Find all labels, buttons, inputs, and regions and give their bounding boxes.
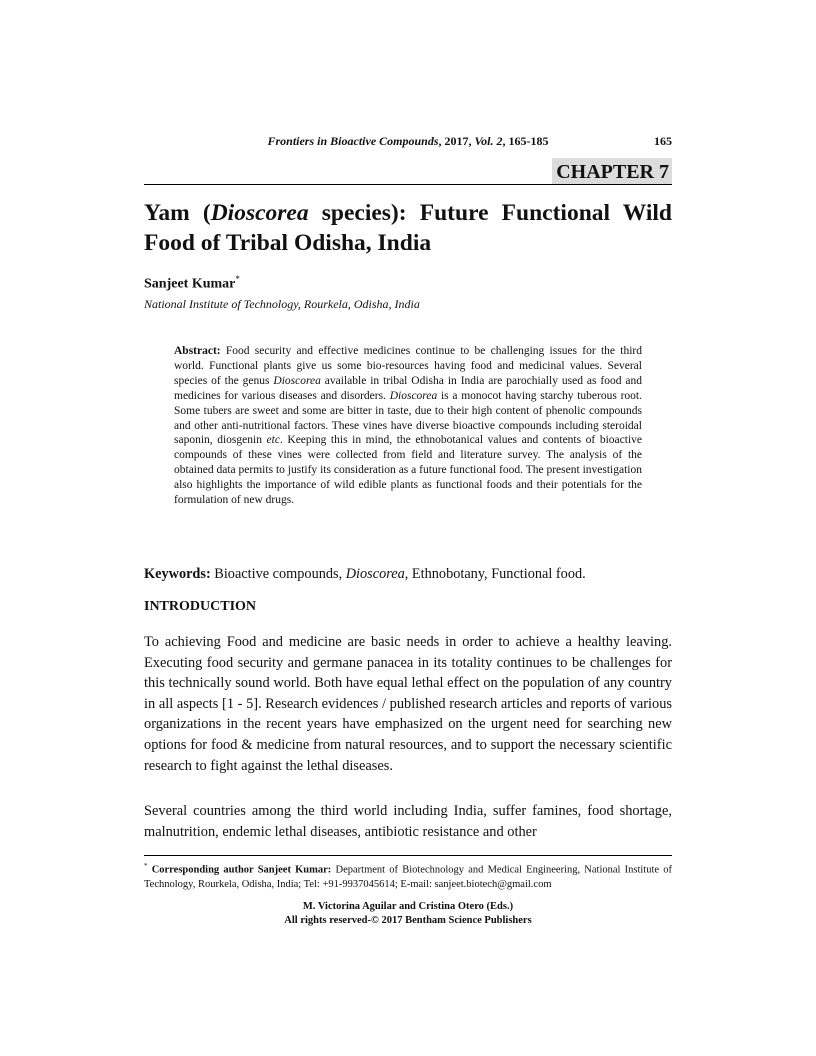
body-paragraph: To achieving Food and medicine are basic needs in order to achieve a healthy leaving. Executing food security and germane panacea in its totality continues to be challenges for this technically sound world. Both have equal lethal effect on the population of any country in all aspects [1 - 5]. Research evidences / published research articles and reports of various organizations in the recent years have emphasized on the urgent need for searching new options for food & medicine from natural resources, and to support the necessary scientific research to fight against the lethal diseases. (144, 634, 672, 774)
author-affiliation: National Institute of Technology, Rourkela, Odisha, India (144, 297, 420, 311)
body-paragraph: Several countries among the third world including India, suffer famines, food shortage, malnutrition, endemic lethal diseases, antibiotic resistance and other (144, 803, 672, 840)
author-mark: * (235, 274, 240, 284)
abstract: Abstract: Food security and effective medicines continue to be challenging issues for the third world. Functional plants give us some bio-resources having food and medicinal values. Several species of the genus Dioscorea available in tribal Odisha in India are parochially used as food and medicines for various diseases and disorders. Dioscorea is a monocot having starchy tuberous root. Some tubers are sweet and some are bitter in taste, due to their high content of phenolic compounds and other anti-nutritional factors. These vines have diverse bioactive compounds including steroidal saponin, diosgenin etc. Keeping this in mind, the ethnobotanical values and contents of bioactive compounds of these vines were collected from field and literature survey. The analysis of the obtained data permits to justify its consideration as a future functional food. The present investigation also highlights the importance of wild edible plants as functional foods and their potentials for the formulation of new drugs. (174, 345, 642, 507)
chapter-label: CHAPTER 7 (552, 158, 672, 185)
editors-line: M. Victorina Aguilar and Cristina Otero (Eds.) (302, 901, 514, 912)
journal-volume: Vol. 2 (474, 134, 503, 148)
journal-name: Frontiers in Bioactive Compounds (267, 134, 439, 148)
chapter-title: Yam (Dioscorea species): Future Functional Wild Food of Tribal Odisha, India (144, 200, 672, 256)
keywords-label: Keywords: (144, 566, 211, 582)
title-genus: Dioscorea (210, 200, 309, 226)
journal-pages: , 165-185 (502, 134, 549, 148)
rights-line: All rights reserved-© 2017 Bentham Science Publishers (284, 915, 532, 926)
abstract-label: Abstract: (174, 345, 221, 357)
running-head (144, 134, 672, 149)
editors-block (144, 900, 672, 928)
footnote-rule (144, 855, 672, 856)
journal-year: , 2017, (438, 134, 475, 148)
footnote: * Corresponding author Sanjeet Kumar: Department of Biotechnology and Medical Engineering, National Institute of Technology, Rourkela, Odisha, India; Tel: +91-9937045614; E-mail: sanjeet.biotech@gmail.com (144, 862, 672, 890)
keywords: Keywords: Bioactive compounds, Dioscorea, Ethnobotany, Functional food. (144, 566, 586, 582)
page-number: 165 (654, 134, 672, 148)
section-heading: INTRODUCTION (144, 599, 257, 614)
header-rule (144, 184, 672, 185)
author-name: Sanjeet Kumar* (144, 274, 240, 292)
